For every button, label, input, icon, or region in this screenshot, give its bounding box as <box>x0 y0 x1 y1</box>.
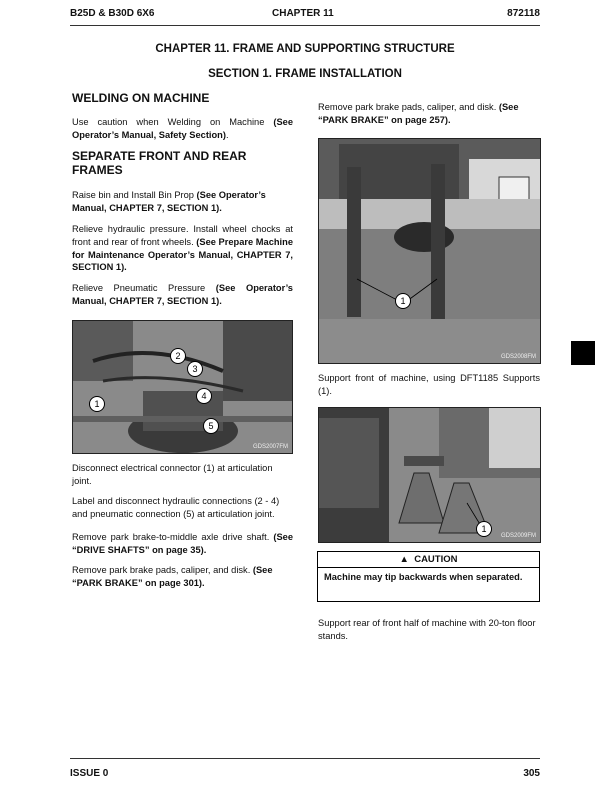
separate-heading: SEPARATE FRONT AND REAR FRAMES <box>72 149 247 177</box>
footer-rule <box>70 758 540 759</box>
photo2-callout-1: 1 <box>395 293 411 309</box>
photo1-callout-4: 4 <box>196 388 212 404</box>
photo1-callout-2: 2 <box>170 348 186 364</box>
articulation-joint-illustration <box>73 321 292 453</box>
caution-title: CAUTION <box>414 554 458 565</box>
photo1-id: GDS2007FM <box>252 444 288 450</box>
floor-stands-paragraph: Support rear of front half of machine with 20-ton floor stands. <box>318 618 536 641</box>
floor-stand-photo <box>318 407 541 543</box>
warning-triangle-icon: ▲ <box>399 554 409 565</box>
header-doc-number: 872118 <box>507 8 540 19</box>
photo3-id: GDS2009FM <box>500 533 536 539</box>
welding-paragraph: Use caution when Welding on Machine (See Operator’s Manual, Safety Section). <box>72 117 293 140</box>
bin-prop-paragraph: Raise bin and Install Bin Prop (See Operator’s Manual, CHAPTER 7, SECTION 1). <box>72 190 266 213</box>
section-tab-marker <box>571 341 595 365</box>
welding-heading: WELDING ON MACHINE <box>72 91 210 105</box>
photo2-id: GDS2008FM <box>500 354 536 360</box>
photo2-leader-lines <box>319 139 540 363</box>
drive-shaft-paragraph: Remove park brake-to-middle axle drive shaft. (See “DRIVE SHAFTS” on page 35). <box>72 532 293 555</box>
caution-header <box>318 552 539 568</box>
caution-box <box>317 551 540 602</box>
front-support-photo <box>318 138 541 364</box>
photo3-callout-1: 1 <box>476 521 492 537</box>
section-title: SECTION 1. FRAME INSTALLATION <box>208 68 402 80</box>
park-brake-301-paragraph: Remove park brake pads, caliper, and disk. (See “PARK BRAKE” on page 301). <box>72 565 273 588</box>
pneumatic-pressure-paragraph: Relieve Pneumatic Pressure (See Operator’s Manual, CHAPTER 7, SECTION 1). <box>72 283 293 306</box>
support-front-paragraph: Support front of machine, using DFT1185 Supports (1). <box>318 373 540 396</box>
photo1-callout-5: 5 <box>203 418 219 434</box>
disconnect-connector-paragraph: Disconnect electrical connector (1) at articulation joint. <box>72 463 273 486</box>
photo1-callout-3: 3 <box>187 361 203 377</box>
park-brake-257-paragraph: Remove park brake pads, caliper, and disk. (See “PARK BRAKE” on page 257). <box>318 102 519 125</box>
header-chapter: CHAPTER 11 <box>272 8 334 19</box>
chapter-title: CHAPTER 11. FRAME AND SUPPORTING STRUCTURE <box>155 43 455 55</box>
hydraulic-pressure-paragraph: Relieve hydraulic pressure. Install wheel chocks at front and rear of front wheels. (See Prepare Machine for Maintenance Operator’s Manual, CHAPTER 7, SECTION 1). <box>72 224 293 273</box>
caution-text: Machine may tip backwards when separated. <box>324 572 523 582</box>
footer-issue: ISSUE 0 <box>70 768 109 779</box>
label-connections-paragraph: Label and disconnect hydraulic connections (2 - 4) and pneumatic connection (5) at articulation joint. <box>72 496 280 519</box>
header-model: B25D & B30D 6X6 <box>70 8 155 19</box>
photo3-leader-line <box>319 408 540 542</box>
photo1-callout-1: 1 <box>89 396 105 412</box>
footer-page-number: 305 <box>523 768 540 779</box>
articulation-joint-photo <box>72 320 293 454</box>
header-rule <box>70 25 540 26</box>
